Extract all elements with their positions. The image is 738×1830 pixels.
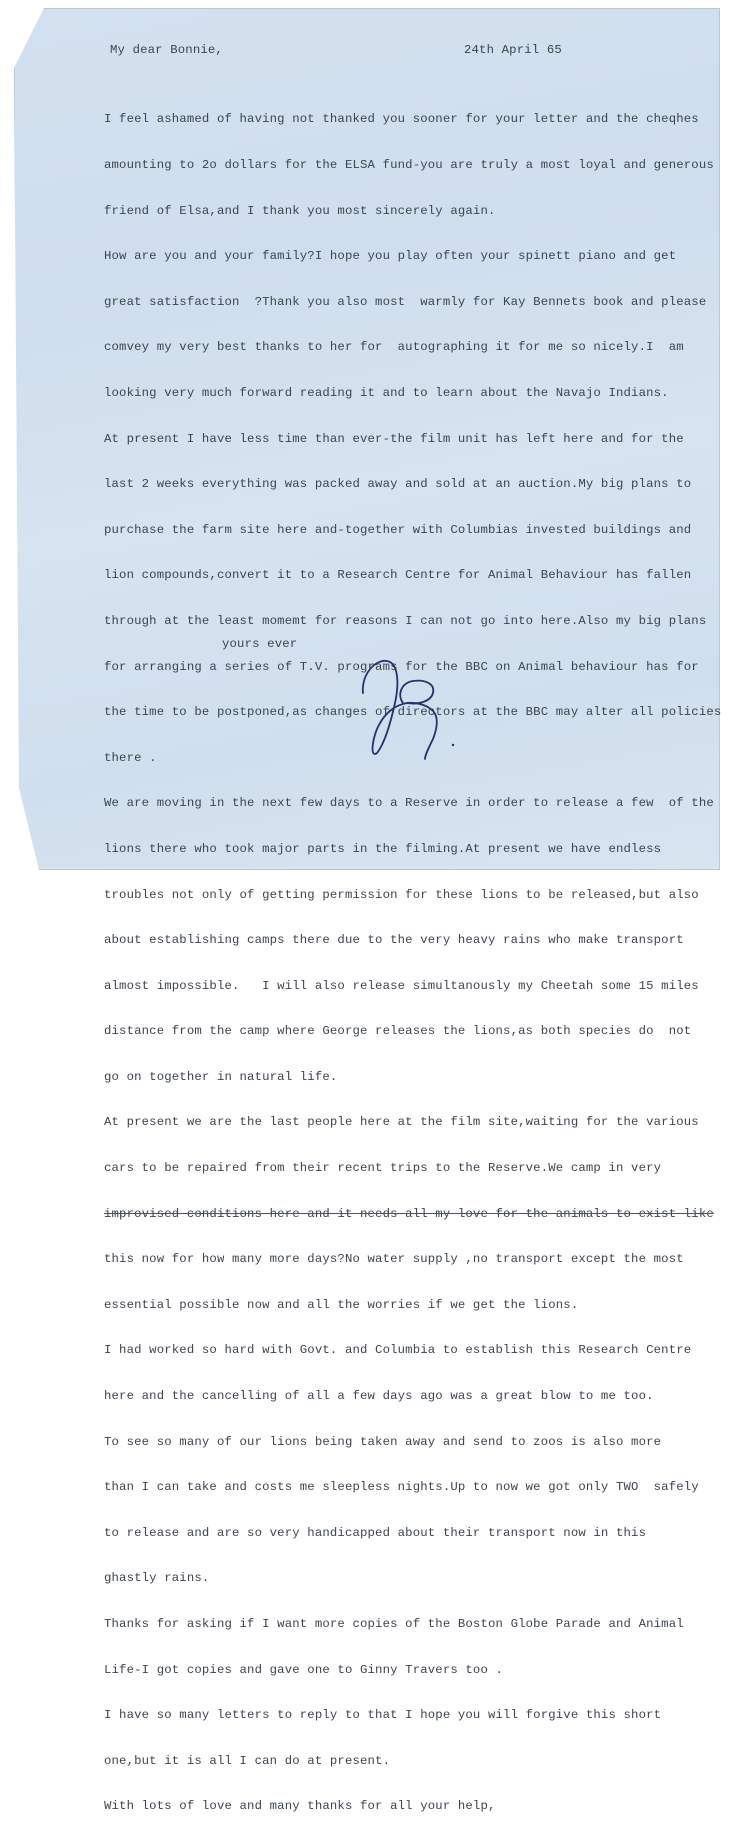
body-line: lion compounds,convert it to a Research Centre for Animal Behaviour has fallen [104, 568, 692, 583]
body-line: Thanks for asking if I want more copies of the Boston Globe Parade and Animal [104, 1617, 684, 1631]
letter-date: 24th April 65 [464, 43, 562, 57]
body-line-struck: improvised conditions here and it needs all my love for the animals to exist like [104, 1206, 714, 1221]
body-line: purchase the farm site here and-together with Columbias invested buildings and [104, 522, 692, 537]
body-line: amounting to 2o dollars for the ELSA fund-you are truly a most loyal and generous [104, 158, 714, 172]
handwritten-signature [355, 655, 455, 765]
letter-salutation: My dear Bonnie, [110, 43, 223, 57]
body-line: At present I have less time than ever-the film unit has left here and for the [104, 431, 684, 446]
body-line: At present we are the last people here at the film site,waiting for the various [104, 1115, 699, 1130]
body-line: for arranging a series of T.V. programs for the BBC on Animal behaviour has for [104, 659, 699, 674]
letter-closing: yours ever [222, 637, 298, 651]
body-line: I feel ashamed of having not thanked you sooner for your letter and the cheqhes [104, 112, 699, 127]
body-line: through at the least momemt for reasons I can not go into here.Also my big plans [104, 613, 707, 628]
body-line: this now for how many more days?No water supply ,no transport except the most [104, 1252, 684, 1267]
body-line: go on together in natural life. [104, 1069, 338, 1084]
body-line: How are you and your family?I hope you play often your spinett piano and get [104, 249, 677, 264]
body-line: there . [104, 750, 157, 765]
body-line: ghastly rains. [104, 1571, 210, 1586]
letter-body [104, 82, 721, 1830]
body-line: great satisfaction ?Thank you also most warmly for Kay Bennets book and please [104, 294, 707, 309]
body-line: essential possible now and all the worries if we get the lions. [104, 1297, 579, 1312]
body-line: friend of Elsa,and I thank you most sincerely again. [104, 203, 496, 218]
body-line: here and the cancelling of all a few days ago was a great blow to me too. [104, 1389, 654, 1404]
body-line: cars to be repaired from their recent trips to the Reserve.We camp in very [104, 1161, 662, 1176]
body-line: distance from the camp where George releases the lions,as both species do not [104, 1024, 692, 1039]
body-line: We are moving in the next few days to a Reserve in order to release a few of the [104, 796, 714, 811]
body-line: than I can take and costs me sleepless nights.Up to now we got only TWO safely [104, 1480, 699, 1495]
body-line: With lots of love and many thanks for all your help, [104, 1799, 496, 1814]
body-line: looking very much forward reading it and to learn about the Navajo Indians. [104, 385, 669, 400]
body-line: last 2 weeks everything was packed away and sold at an auction.My big plans to [104, 477, 692, 492]
body-line: To see so many of our lions being taken away and send to zoos is also more [104, 1434, 662, 1449]
body-line: troubles not only of getting permission for these lions to be released,but also [104, 887, 699, 902]
body-line: lions there who took major parts in the filming.At present we have endless [104, 841, 662, 856]
body-line: I have so many letters to reply to that I hope you will forgive this short [104, 1708, 662, 1723]
body-line: one,but it is all I can do at present. [104, 1753, 391, 1768]
body-line: to release and are so very handicapped about their transport now in this [104, 1525, 647, 1540]
body-line: I had worked so hard with Govt. and Columbia to establish this Research Centre [104, 1343, 692, 1358]
body-line: the time to be postponed,as changes of directors at the BBC may alter all policies [104, 705, 722, 720]
body-line: almost impossible. I will also release simultanously my Cheetah some 15 miles [104, 978, 699, 993]
body-line: comvey my very best thanks to her for autographing it for me so nicely.I am [104, 340, 684, 355]
body-line: about establishing camps there due to the very heavy rains who make transport [104, 933, 684, 948]
body-line: Life-I got copies and gave one to Ginny Travers too . [104, 1662, 504, 1677]
